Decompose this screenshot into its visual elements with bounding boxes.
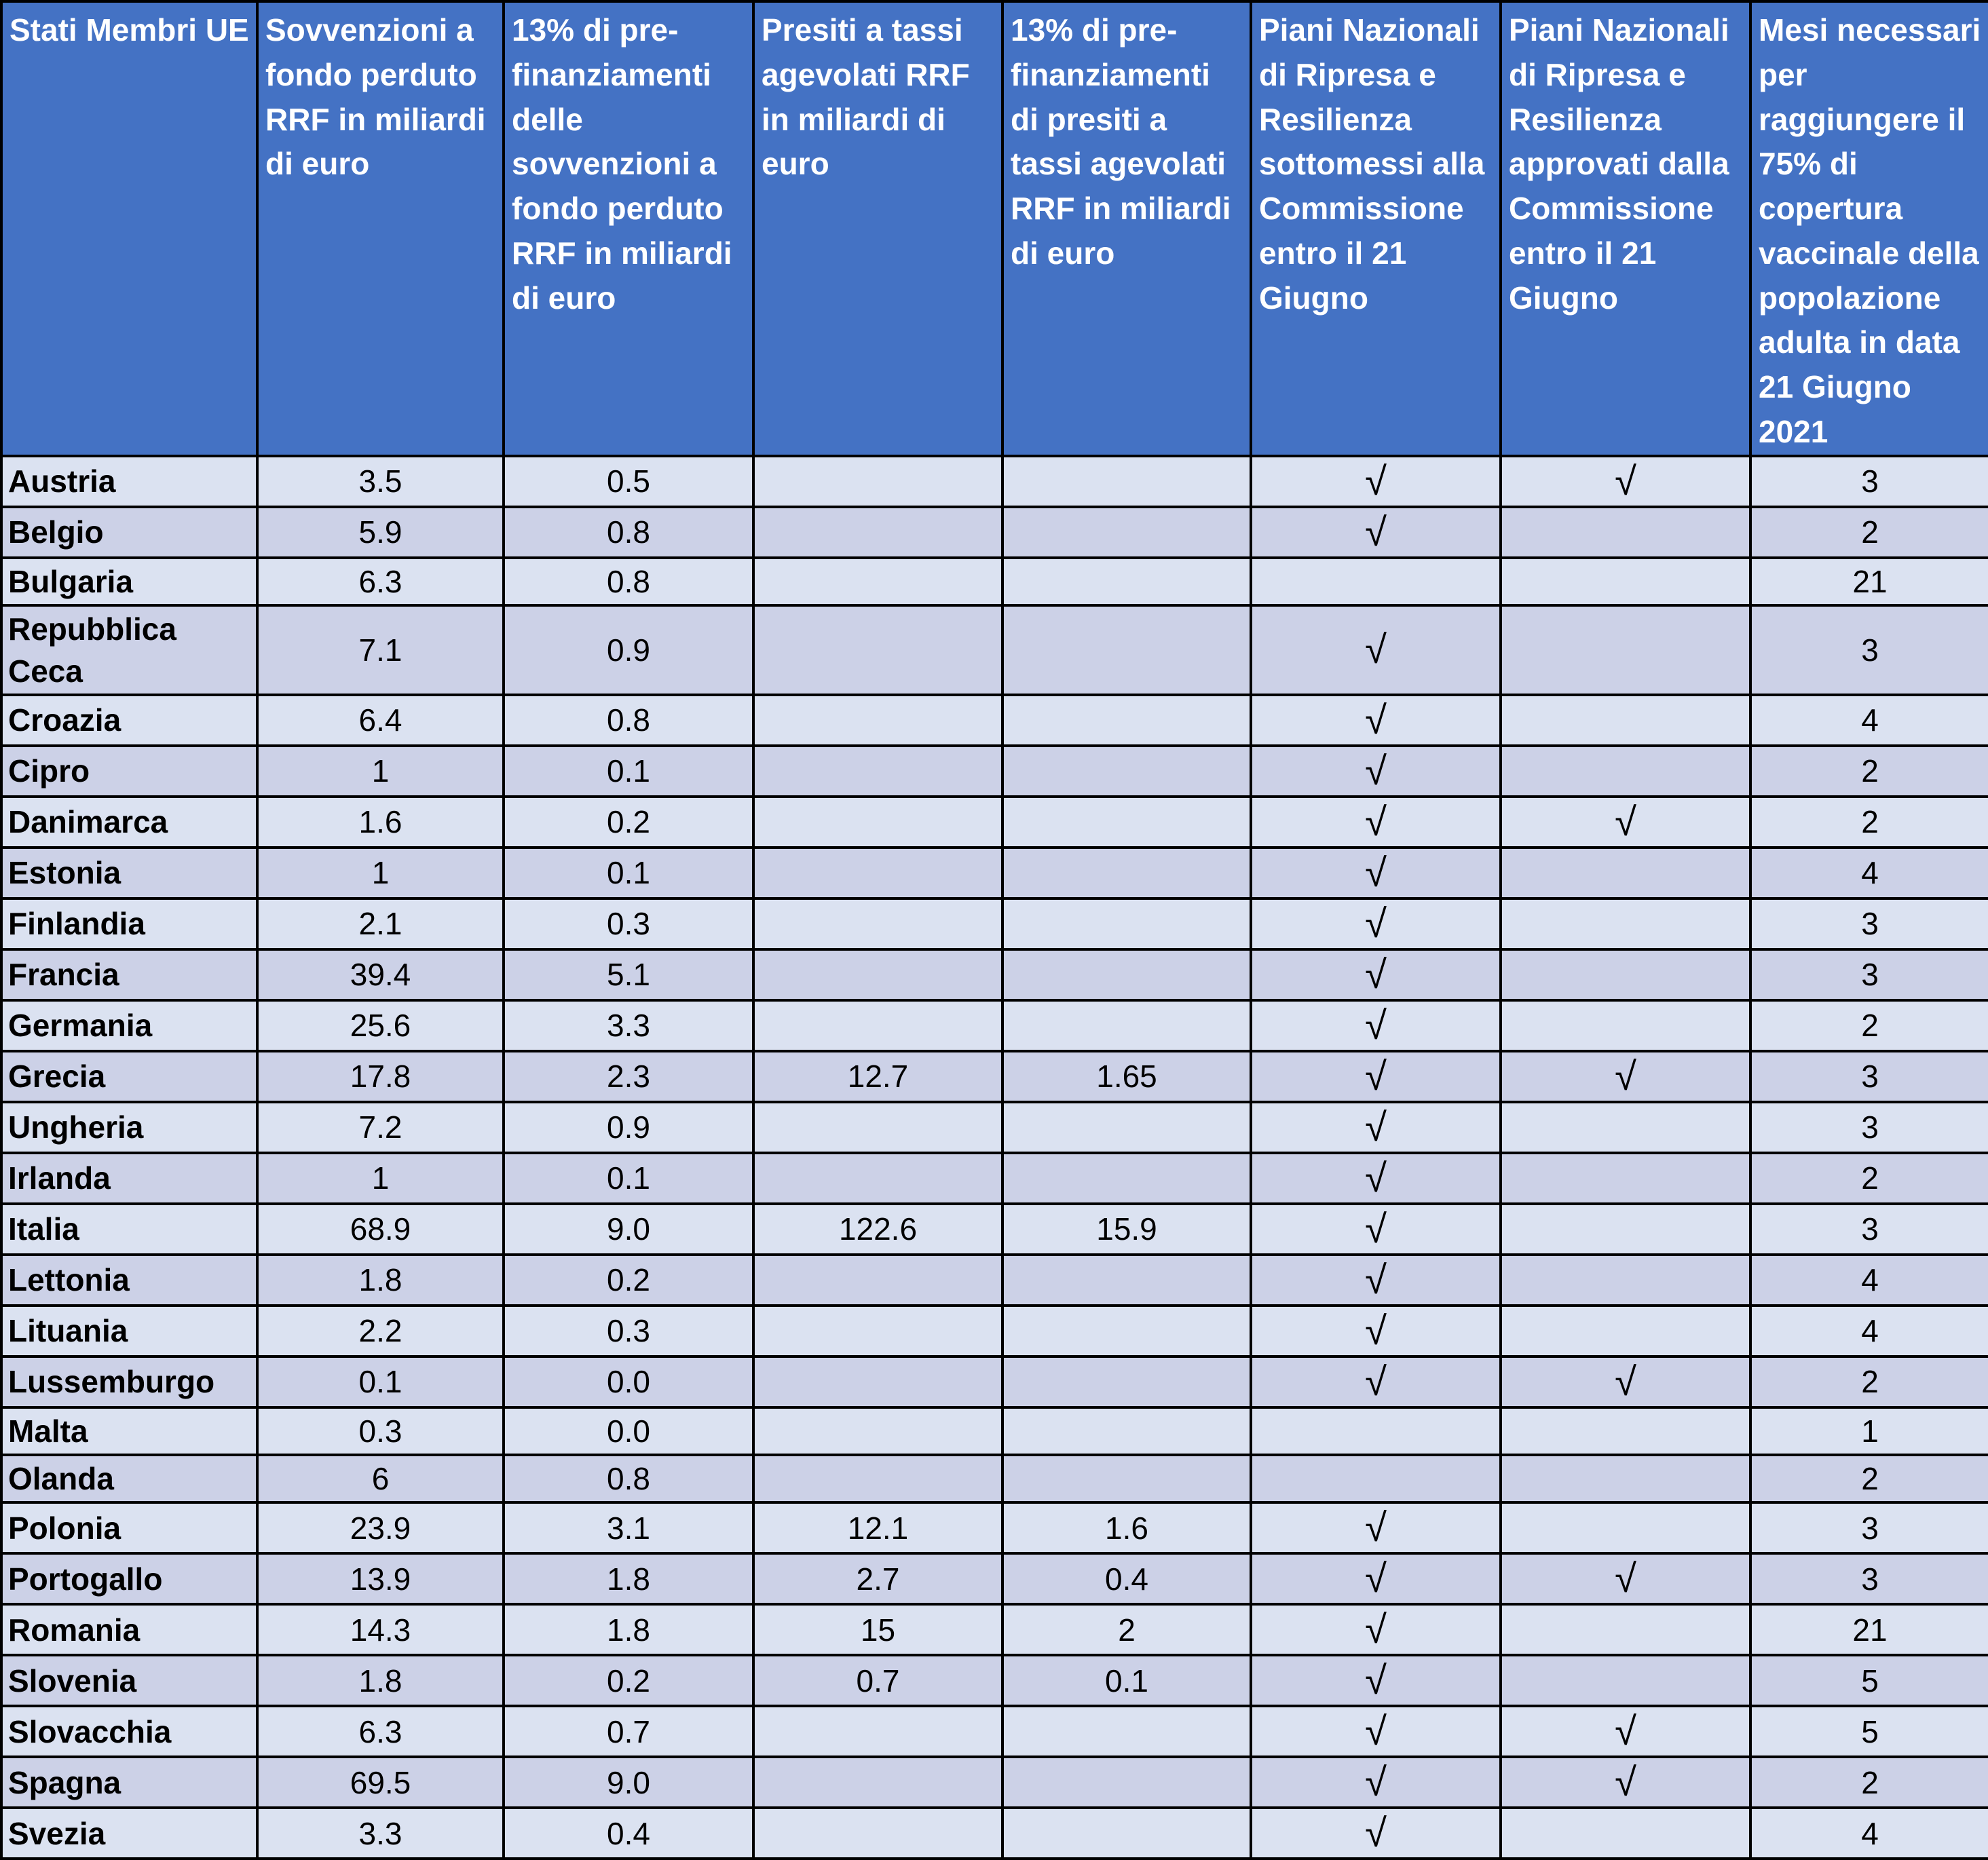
cell-loans — [753, 507, 1002, 558]
cell-plan-submitted-checkmark: √ — [1251, 605, 1501, 695]
cell-grants: 6 — [257, 1455, 504, 1502]
cell-country-name: Lussemburgo — [1, 1356, 257, 1407]
cell-loans-prefin — [1002, 1757, 1251, 1808]
cell-plan-approved-checkmark — [1501, 1000, 1750, 1051]
cell-loans: 122.6 — [753, 1204, 1002, 1255]
col-header-plans-approved: Piani Nazionali di Ripresa e Resilienza approvati dalla Commissione entro il 21 Giugno — [1501, 1, 1750, 456]
cell-loans-prefin: 0.4 — [1002, 1553, 1251, 1604]
table-row — [1, 1356, 1988, 1407]
cell-plan-submitted-checkmark: √ — [1251, 1655, 1501, 1706]
table-row — [1, 1051, 1988, 1102]
cell-plan-submitted-checkmark: √ — [1251, 1102, 1501, 1153]
col-header-plans-submitted: Piani Nazionali di Ripresa e Resilienza sottomessi alla Commissione entro il 21 Giugno — [1251, 1, 1501, 456]
cell-loans-prefin: 0.1 — [1002, 1655, 1251, 1706]
cell-loans — [753, 949, 1002, 1000]
cell-plan-approved-checkmark — [1501, 1153, 1750, 1204]
cell-grants-prefin: 5.1 — [504, 949, 753, 1000]
cell-loans: 2.7 — [753, 1553, 1002, 1604]
cell-months: 2 — [1750, 507, 1988, 558]
cell-plan-approved-checkmark — [1501, 558, 1750, 605]
cell-loans — [753, 898, 1002, 949]
cell-country-name: Spagna — [1, 1757, 257, 1808]
cell-months: 2 — [1750, 1153, 1988, 1204]
cell-grants: 0.1 — [257, 1356, 504, 1407]
cell-grants-prefin: 0.9 — [504, 605, 753, 695]
cell-grants: 23.9 — [257, 1502, 504, 1553]
cell-plan-approved-checkmark — [1501, 1604, 1750, 1655]
table-row — [1, 746, 1988, 797]
cell-grants-prefin: 9.0 — [504, 1204, 753, 1255]
cell-plan-approved-checkmark: √ — [1501, 797, 1750, 848]
cell-months: 3 — [1750, 1204, 1988, 1255]
col-header-months-to-75pct: Mesi necessari per raggiungere il 75% di copertura vaccinale della popolazione adulta in data 21 Giugno 2021 — [1750, 1, 1988, 456]
cell-grants-prefin: 0.3 — [504, 1306, 753, 1356]
cell-grants-prefin: 0.1 — [504, 1153, 753, 1204]
cell-plan-submitted-checkmark: √ — [1251, 1356, 1501, 1407]
cell-months: 5 — [1750, 1655, 1988, 1706]
col-header-member-states: Stati Membri UE — [1, 1, 257, 456]
cell-plan-submitted-checkmark: √ — [1251, 1204, 1501, 1255]
cell-country-name: Croazia — [1, 695, 257, 746]
cell-grants-prefin: 0.7 — [504, 1706, 753, 1757]
cell-country-name: Malta — [1, 1407, 257, 1455]
cell-grants-prefin: 0.2 — [504, 797, 753, 848]
cell-loans — [753, 1706, 1002, 1757]
cell-months: 4 — [1750, 695, 1988, 746]
cell-grants-prefin: 0.8 — [504, 695, 753, 746]
cell-plan-submitted-checkmark — [1251, 1455, 1501, 1502]
cell-plan-submitted-checkmark: √ — [1251, 1757, 1501, 1808]
cell-plan-approved-checkmark — [1501, 898, 1750, 949]
cell-loans-prefin: 2 — [1002, 1604, 1251, 1655]
cell-grants-prefin: 0.1 — [504, 746, 753, 797]
table-header — [1, 1, 1988, 456]
cell-grants: 5.9 — [257, 507, 504, 558]
cell-grants: 1.8 — [257, 1255, 504, 1306]
cell-country-name: Slovacchia — [1, 1706, 257, 1757]
cell-country-name: Portogallo — [1, 1553, 257, 1604]
cell-loans-prefin: 15.9 — [1002, 1204, 1251, 1255]
table-row — [1, 1255, 1988, 1306]
cell-grants-prefin: 0.9 — [504, 1102, 753, 1153]
cell-loans-prefin: 1.65 — [1002, 1051, 1251, 1102]
table-row — [1, 1757, 1988, 1808]
cell-loans — [753, 1000, 1002, 1051]
table-row — [1, 605, 1988, 695]
table-row — [1, 1604, 1988, 1655]
col-header-grants-prefin: 13% di pre-finanziamenti delle sovvenzioni a fondo perduto RRF in miliardi di euro — [504, 1, 753, 456]
cell-grants-prefin: 0.2 — [504, 1655, 753, 1706]
cell-grants: 69.5 — [257, 1757, 504, 1808]
cell-plan-submitted-checkmark: √ — [1251, 848, 1501, 898]
cell-grants: 0.3 — [257, 1407, 504, 1455]
cell-loans: 0.7 — [753, 1655, 1002, 1706]
cell-loans — [753, 848, 1002, 898]
col-header-loans: Presiti a tassi agevolati RRF in miliardi di euro — [753, 1, 1002, 456]
table-row — [1, 898, 1988, 949]
cell-plan-approved-checkmark — [1501, 605, 1750, 695]
cell-loans: 12.1 — [753, 1502, 1002, 1553]
cell-country-name: Germania — [1, 1000, 257, 1051]
cell-loans-prefin: 1.6 — [1002, 1502, 1251, 1553]
cell-months: 3 — [1750, 1502, 1988, 1553]
table-row — [1, 848, 1988, 898]
cell-months: 2 — [1750, 797, 1988, 848]
cell-country-name: Estonia — [1, 848, 257, 898]
cell-grants-prefin: 3.3 — [504, 1000, 753, 1051]
cell-months: 3 — [1750, 898, 1988, 949]
cell-months: 3 — [1750, 1102, 1988, 1153]
cell-grants-prefin: 9.0 — [504, 1757, 753, 1808]
cell-loans — [753, 1102, 1002, 1153]
cell-grants: 1.8 — [257, 1655, 504, 1706]
cell-loans-prefin — [1002, 1407, 1251, 1455]
cell-grants-prefin: 3.1 — [504, 1502, 753, 1553]
cell-plan-approved-checkmark — [1501, 746, 1750, 797]
table-row — [1, 558, 1988, 605]
cell-loans — [753, 1255, 1002, 1306]
cell-country-name: Slovenia — [1, 1655, 257, 1706]
cell-loans-prefin — [1002, 456, 1251, 507]
cell-grants-prefin: 0.1 — [504, 848, 753, 898]
cell-months: 4 — [1750, 1808, 1988, 1859]
cell-plan-submitted-checkmark: √ — [1251, 695, 1501, 746]
cell-plan-approved-checkmark: √ — [1501, 1757, 1750, 1808]
table-row — [1, 507, 1988, 558]
cell-plan-approved-checkmark — [1501, 1204, 1750, 1255]
cell-plan-submitted-checkmark: √ — [1251, 1000, 1501, 1051]
cell-grants-prefin: 0.8 — [504, 558, 753, 605]
cell-months: 3 — [1750, 605, 1988, 695]
table-row — [1, 1306, 1988, 1356]
cell-loans — [753, 456, 1002, 507]
col-header-loans-prefin: 13% di pre-finanziamenti di presiti a tassi agevolati RRF in miliardi di euro — [1002, 1, 1251, 456]
cell-grants: 1.6 — [257, 797, 504, 848]
table-row — [1, 1153, 1988, 1204]
cell-grants-prefin: 0.8 — [504, 507, 753, 558]
table-row — [1, 1706, 1988, 1757]
cell-plan-submitted-checkmark: √ — [1251, 797, 1501, 848]
cell-plan-approved-checkmark — [1501, 1102, 1750, 1153]
cell-plan-approved-checkmark — [1501, 1407, 1750, 1455]
cell-plan-submitted-checkmark: √ — [1251, 1706, 1501, 1757]
cell-loans-prefin — [1002, 1706, 1251, 1757]
cell-loans-prefin — [1002, 605, 1251, 695]
cell-grants: 7.2 — [257, 1102, 504, 1153]
cell-loans-prefin — [1002, 1102, 1251, 1153]
cell-plan-submitted-checkmark: √ — [1251, 1306, 1501, 1356]
cell-country-name: Belgio — [1, 507, 257, 558]
cell-country-name: Ungheria — [1, 1102, 257, 1153]
cell-plan-approved-checkmark — [1501, 1455, 1750, 1502]
cell-loans — [753, 605, 1002, 695]
cell-months: 3 — [1750, 949, 1988, 1000]
cell-grants: 1 — [257, 746, 504, 797]
cell-grants-prefin: 0.0 — [504, 1356, 753, 1407]
cell-country-name: Romania — [1, 1604, 257, 1655]
cell-loans-prefin — [1002, 1455, 1251, 1502]
cell-plan-submitted-checkmark: √ — [1251, 1502, 1501, 1553]
cell-loans-prefin — [1002, 1255, 1251, 1306]
cell-loans — [753, 1757, 1002, 1808]
cell-months: 2 — [1750, 1455, 1988, 1502]
cell-grants: 2.1 — [257, 898, 504, 949]
cell-plan-submitted-checkmark: √ — [1251, 1153, 1501, 1204]
cell-plan-approved-checkmark — [1501, 949, 1750, 1000]
table-row — [1, 1655, 1988, 1706]
cell-loans-prefin — [1002, 746, 1251, 797]
table-row — [1, 1502, 1988, 1553]
cell-loans-prefin — [1002, 507, 1251, 558]
cell-loans-prefin — [1002, 797, 1251, 848]
cell-months: 3 — [1750, 456, 1988, 507]
cell-loans-prefin — [1002, 558, 1251, 605]
cell-grants-prefin: 1.8 — [504, 1553, 753, 1604]
cell-plan-approved-checkmark: √ — [1501, 1553, 1750, 1604]
cell-months: 4 — [1750, 848, 1988, 898]
cell-grants: 1 — [257, 848, 504, 898]
cell-loans-prefin — [1002, 1306, 1251, 1356]
cell-plan-approved-checkmark — [1501, 1655, 1750, 1706]
cell-grants: 1 — [257, 1153, 504, 1204]
cell-grants: 14.3 — [257, 1604, 504, 1655]
cell-months: 1 — [1750, 1407, 1988, 1455]
cell-months: 21 — [1750, 558, 1988, 605]
table-row — [1, 1553, 1988, 1604]
cell-loans — [753, 1356, 1002, 1407]
table-row — [1, 456, 1988, 507]
cell-plan-approved-checkmark: √ — [1501, 1356, 1750, 1407]
cell-loans-prefin — [1002, 695, 1251, 746]
cell-country-name: Finlandia — [1, 898, 257, 949]
cell-grants: 3.5 — [257, 456, 504, 507]
cell-country-name: Polonia — [1, 1502, 257, 1553]
cell-plan-submitted-checkmark: √ — [1251, 1808, 1501, 1859]
cell-loans-prefin — [1002, 949, 1251, 1000]
cell-plan-approved-checkmark — [1501, 507, 1750, 558]
cell-country-name: Bulgaria — [1, 558, 257, 605]
cell-loans — [753, 1455, 1002, 1502]
cell-loans-prefin — [1002, 898, 1251, 949]
cell-grants-prefin: 0.5 — [504, 456, 753, 507]
cell-plan-submitted-checkmark: √ — [1251, 1051, 1501, 1102]
table-row — [1, 1000, 1988, 1051]
cell-loans-prefin — [1002, 1000, 1251, 1051]
table-row — [1, 1102, 1988, 1153]
cell-months: 2 — [1750, 1356, 1988, 1407]
cell-loans — [753, 1306, 1002, 1356]
cell-country-name: Austria — [1, 456, 257, 507]
cell-grants-prefin: 2.3 — [504, 1051, 753, 1102]
cell-loans-prefin — [1002, 1153, 1251, 1204]
cell-grants: 6.3 — [257, 1706, 504, 1757]
cell-loans: 15 — [753, 1604, 1002, 1655]
cell-plan-approved-checkmark: √ — [1501, 1706, 1750, 1757]
cell-plan-submitted-checkmark — [1251, 1407, 1501, 1455]
cell-months: 3 — [1750, 1553, 1988, 1604]
cell-plan-submitted-checkmark: √ — [1251, 746, 1501, 797]
table-body — [1, 456, 1988, 1859]
cell-grants-prefin: 0.0 — [504, 1407, 753, 1455]
table-row — [1, 797, 1988, 848]
cell-grants: 25.6 — [257, 1000, 504, 1051]
col-header-grants: Sovvenzioni a fondo perduto RRF in miliardi di euro — [257, 1, 504, 456]
cell-months: 4 — [1750, 1255, 1988, 1306]
cell-grants-prefin: 0.2 — [504, 1255, 753, 1306]
cell-country-name: Grecia — [1, 1051, 257, 1102]
cell-grants: 68.9 — [257, 1204, 504, 1255]
cell-country-name: Repubblica Ceca — [1, 605, 257, 695]
table-row — [1, 1407, 1988, 1455]
table-row — [1, 1808, 1988, 1859]
cell-loans — [753, 797, 1002, 848]
table-row — [1, 1204, 1988, 1255]
cell-loans — [753, 1153, 1002, 1204]
cell-plan-approved-checkmark — [1501, 1255, 1750, 1306]
cell-plan-submitted-checkmark: √ — [1251, 507, 1501, 558]
header-row — [1, 1, 1988, 456]
cell-plan-submitted-checkmark: √ — [1251, 1553, 1501, 1604]
cell-country-name: Olanda — [1, 1455, 257, 1502]
cell-plan-submitted-checkmark: √ — [1251, 898, 1501, 949]
table-row — [1, 1455, 1988, 1502]
cell-grants-prefin: 1.8 — [504, 1604, 753, 1655]
cell-grants: 6.3 — [257, 558, 504, 605]
cell-grants-prefin: 0.4 — [504, 1808, 753, 1859]
cell-country-name: Lituania — [1, 1306, 257, 1356]
table-row — [1, 695, 1988, 746]
cell-loans — [753, 695, 1002, 746]
cell-plan-submitted-checkmark: √ — [1251, 1604, 1501, 1655]
cell-months: 5 — [1750, 1706, 1988, 1757]
cell-grants: 6.4 — [257, 695, 504, 746]
cell-loans — [753, 746, 1002, 797]
cell-country-name: Irlanda — [1, 1153, 257, 1204]
cell-plan-approved-checkmark — [1501, 1502, 1750, 1553]
cell-loans — [753, 1808, 1002, 1859]
cell-plan-approved-checkmark: √ — [1501, 1051, 1750, 1102]
table-row — [1, 949, 1988, 1000]
cell-country-name: Cipro — [1, 746, 257, 797]
cell-plan-approved-checkmark — [1501, 695, 1750, 746]
cell-grants: 17.8 — [257, 1051, 504, 1102]
cell-months: 3 — [1750, 1051, 1988, 1102]
cell-country-name: Italia — [1, 1204, 257, 1255]
cell-plan-submitted-checkmark: √ — [1251, 1255, 1501, 1306]
cell-plan-approved-checkmark — [1501, 848, 1750, 898]
cell-plan-submitted-checkmark: √ — [1251, 456, 1501, 507]
cell-months: 2 — [1750, 1000, 1988, 1051]
cell-months: 4 — [1750, 1306, 1988, 1356]
cell-loans: 12.7 — [753, 1051, 1002, 1102]
cell-months: 2 — [1750, 1757, 1988, 1808]
cell-loans — [753, 558, 1002, 605]
cell-months: 21 — [1750, 1604, 1988, 1655]
cell-plan-approved-checkmark: √ — [1501, 456, 1750, 507]
cell-plan-approved-checkmark — [1501, 1808, 1750, 1859]
cell-country-name: Svezia — [1, 1808, 257, 1859]
cell-grants-prefin: 0.3 — [504, 898, 753, 949]
cell-grants: 39.4 — [257, 949, 504, 1000]
cell-grants: 7.1 — [257, 605, 504, 695]
cell-loans-prefin — [1002, 1356, 1251, 1407]
cell-loans-prefin — [1002, 1808, 1251, 1859]
cell-loans — [753, 1407, 1002, 1455]
cell-grants: 3.3 — [257, 1808, 504, 1859]
cell-grants: 13.9 — [257, 1553, 504, 1604]
cell-country-name: Lettonia — [1, 1255, 257, 1306]
cell-plan-submitted-checkmark: √ — [1251, 949, 1501, 1000]
cell-plan-submitted-checkmark — [1251, 558, 1501, 605]
cell-plan-approved-checkmark — [1501, 1306, 1750, 1356]
cell-grants: 2.2 — [257, 1306, 504, 1356]
cell-country-name: Francia — [1, 949, 257, 1000]
cell-loans-prefin — [1002, 848, 1251, 898]
cell-grants-prefin: 0.8 — [504, 1455, 753, 1502]
cell-months: 2 — [1750, 746, 1988, 797]
cell-country-name: Danimarca — [1, 797, 257, 848]
